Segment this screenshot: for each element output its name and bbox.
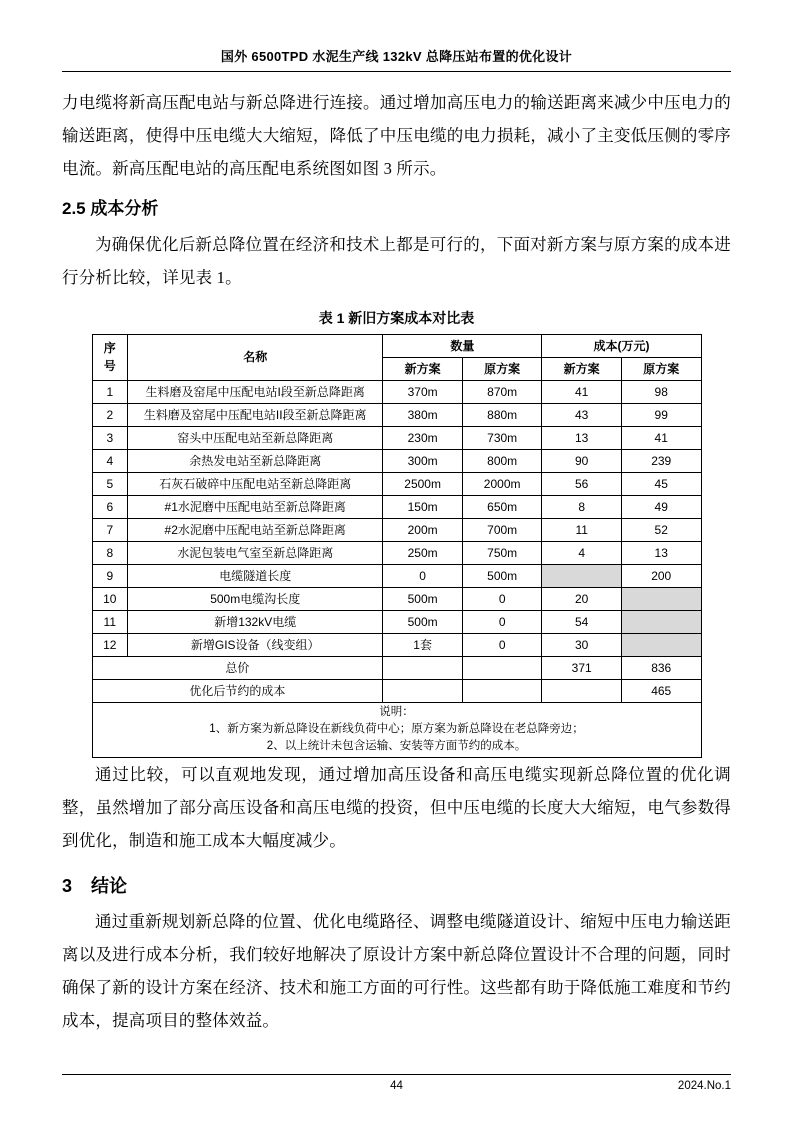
cell-total-qty-old (462, 656, 542, 679)
cell-cost-old: 52 (621, 518, 701, 541)
section-title: 结论 (91, 875, 128, 896)
paragraph-continuation: 力电缆将新高压配电站与新总降进行连接。通过增加高压电力的输送距离来减少中压电力的输送距离，使得中压电缆大大缩短，降低了中压电缆的电力损耗，减小了主变低压侧的零序电流。新高压配电站的高压配电系统图如图 3 所示。 (62, 93, 731, 178)
cell-cost-old: 13 (621, 541, 701, 564)
cell-cost-new: 56 (542, 472, 622, 495)
cell-no: 4 (92, 449, 128, 472)
cell-qty-new: 380m (383, 403, 463, 426)
page-number: 44 (390, 1080, 403, 1092)
cell-qty-new: 300m (383, 449, 463, 472)
cell-cost-old (621, 610, 701, 633)
cell-cost-old: 239 (621, 449, 701, 472)
section-heading-2-5 (62, 195, 731, 224)
section-number: 2.5 (62, 199, 86, 218)
cell-name: 窑头中压配电站至新总降距离 (128, 426, 383, 449)
cell-qty-new: 500m (383, 610, 463, 633)
page-footer (62, 1074, 731, 1096)
cell-cost-new (542, 564, 622, 587)
cell-saving-qty-old (462, 679, 542, 702)
note-line-1: 1、新方案为新总降设在新线负荷中心；原方案为新总降设在老总降旁边； (209, 723, 584, 736)
table-row (92, 610, 701, 633)
cell-name: 新增132kV电缆 (128, 610, 383, 633)
cell-qty-old: 0 (462, 587, 542, 610)
cell-qty-old: 870m (462, 380, 542, 403)
cell-qty-new: 2500m (383, 472, 463, 495)
cell-no: 12 (92, 633, 128, 656)
cell-cost-new: 11 (542, 518, 622, 541)
note-title: 说明： (379, 705, 414, 718)
table-header-row (92, 334, 701, 357)
cell-name: #2水泥磨中压配电站至新总降距离 (128, 518, 383, 541)
table-row (92, 518, 701, 541)
table-row (92, 633, 701, 656)
table-row (92, 426, 701, 449)
table-row (92, 541, 701, 564)
cell-cost-new: 13 (542, 426, 622, 449)
header-quantity-new: 新方案 (383, 357, 463, 380)
cell-total-label: 总价 (92, 656, 383, 679)
cell-name: 水泥包装电气室至新总降距离 (128, 541, 383, 564)
header-cost-new: 新方案 (542, 357, 622, 380)
cell-saving-new (542, 679, 622, 702)
cell-name: 余热发电站至新总降距离 (128, 449, 383, 472)
cell-no: 8 (92, 541, 128, 564)
cell-cost-new: 8 (542, 495, 622, 518)
section-number: 3 (62, 875, 73, 896)
cell-cost-old: 45 (621, 472, 701, 495)
cell-no: 5 (92, 472, 128, 495)
running-header: 国外 6500TPD 水泥生产线 132kV 总降压站布置的优化设计 (220, 49, 573, 64)
cell-no: 1 (92, 380, 128, 403)
cell-saving-value: 465 (621, 679, 701, 702)
cell-no: 6 (92, 495, 128, 518)
paragraph-conclusion: 通过重新规划新总降的位置、优化电缆路径、调整电缆隧道设计、缩短中压电力输送距离以及进行成本分析，我们较好地解决了原设计方案中新总降位置设计不合理的问题，同时确保了新的设计方案在经济、技术和施工方面的可行性。这些都有助于降低施工难度和节约成本，提高项目的整体效益。 (62, 912, 731, 1031)
header-quantity: 数量 (383, 334, 542, 357)
header-divider (62, 71, 731, 72)
cell-name: #1水泥磨中压配电站至新总降距离 (128, 495, 383, 518)
table-note-row (92, 702, 701, 757)
cell-no: 2 (92, 403, 128, 426)
cell-qty-old: 730m (462, 426, 542, 449)
cell-qty-new: 230m (383, 426, 463, 449)
cell-saving-qty-new (383, 679, 463, 702)
table-caption: 表 1 新旧方案成本对比表 (318, 309, 475, 326)
cell-note (92, 702, 701, 757)
cell-cost-old: 99 (621, 403, 701, 426)
cell-name: 电缆隧道长度 (128, 564, 383, 587)
cell-total-old: 836 (621, 656, 701, 679)
table-body (92, 380, 701, 757)
cell-cost-old (621, 587, 701, 610)
cell-name: 新增GIS设备（线变组） (128, 633, 383, 656)
cell-total-qty-new (383, 656, 463, 679)
issue-label: 2024.No.1 (677, 1080, 731, 1092)
cell-qty-new: 1套 (383, 633, 463, 656)
cell-name: 生料磨及窑尾中压配电站II段至新总降距离 (128, 403, 383, 426)
cell-cost-old (621, 633, 701, 656)
cell-no: 7 (92, 518, 128, 541)
table-row (92, 564, 701, 587)
cell-no: 3 (92, 426, 128, 449)
header-quantity-old: 原方案 (462, 357, 542, 380)
cell-qty-old: 800m (462, 449, 542, 472)
cell-qty-old: 880m (462, 403, 542, 426)
cell-qty-old: 2000m (462, 472, 542, 495)
cell-qty-new: 0 (383, 564, 463, 587)
cell-cost-new: 4 (542, 541, 622, 564)
cell-name: 石灰石破碎中压配电站至新总降距离 (128, 472, 383, 495)
cell-qty-new: 500m (383, 587, 463, 610)
table-saving-row (92, 679, 701, 702)
cell-cost-new: 90 (542, 449, 622, 472)
header-cost: 成本(万元) (542, 334, 701, 357)
cell-cost-new: 54 (542, 610, 622, 633)
cell-name: 500m电缆沟长度 (128, 587, 383, 610)
table-row (92, 449, 701, 472)
section-title: 成本分析 (90, 199, 159, 218)
cell-no: 10 (92, 587, 128, 610)
cell-total-new: 371 (542, 656, 622, 679)
cell-qty-new: 250m (383, 541, 463, 564)
note-line-2: 2、以上统计未包含运输、安装等方面节约的成本。 (266, 740, 527, 753)
cell-qty-old: 750m (462, 541, 542, 564)
cell-cost-old: 98 (621, 380, 701, 403)
cell-cost-new: 20 (542, 587, 622, 610)
cell-no: 9 (92, 564, 128, 587)
cell-qty-old: 650m (462, 495, 542, 518)
page-content (62, 46, 731, 1082)
cell-qty-new: 200m (383, 518, 463, 541)
cell-cost-old: 49 (621, 495, 701, 518)
cell-qty-old: 0 (462, 610, 542, 633)
table-row (92, 403, 701, 426)
table-row (92, 380, 701, 403)
cell-qty-new: 150m (383, 495, 463, 518)
cell-cost-new: 43 (542, 403, 622, 426)
paragraph-cost-intro: 为确保优化后新总降位置在经济和技术上都是可行的，下面对新方案与原方案的成本进行分析比较，详见表 1。 (62, 234, 731, 287)
header-name: 名称 (128, 334, 383, 380)
header-cost-old: 原方案 (621, 357, 701, 380)
table-row (92, 587, 701, 610)
cell-qty-old: 700m (462, 518, 542, 541)
table-row (92, 495, 701, 518)
cost-comparison-table (92, 334, 702, 758)
cell-name: 生料磨及窑尾中压配电站I段至新总降距离 (128, 380, 383, 403)
cell-qty-new: 370m (383, 380, 463, 403)
table-total-row (92, 656, 701, 679)
cell-cost-new: 41 (542, 380, 622, 403)
cell-cost-old: 200 (621, 564, 701, 587)
cell-saving-label: 优化后节约的成本 (92, 679, 383, 702)
paragraph-comparison: 通过比较，可以直观地发现，通过增加高压设备和高压电缆实现新总降位置的优化调整，虽然增加了部分高压设备和高压电缆的投资，但中压电缆的长度大大缩短，电气参数得到优化，制造和施工成本大幅度减少。 (62, 764, 731, 850)
cell-qty-old: 500m (462, 564, 542, 587)
header-no: 序 号 (92, 334, 128, 380)
cell-cost-new: 30 (542, 633, 622, 656)
cell-qty-old: 0 (462, 633, 542, 656)
section-heading-3 (62, 871, 731, 902)
footer-row (62, 1080, 731, 1096)
footer-divider (62, 1074, 731, 1075)
cell-no: 11 (92, 610, 128, 633)
table-row (92, 472, 701, 495)
cell-cost-old: 41 (621, 426, 701, 449)
